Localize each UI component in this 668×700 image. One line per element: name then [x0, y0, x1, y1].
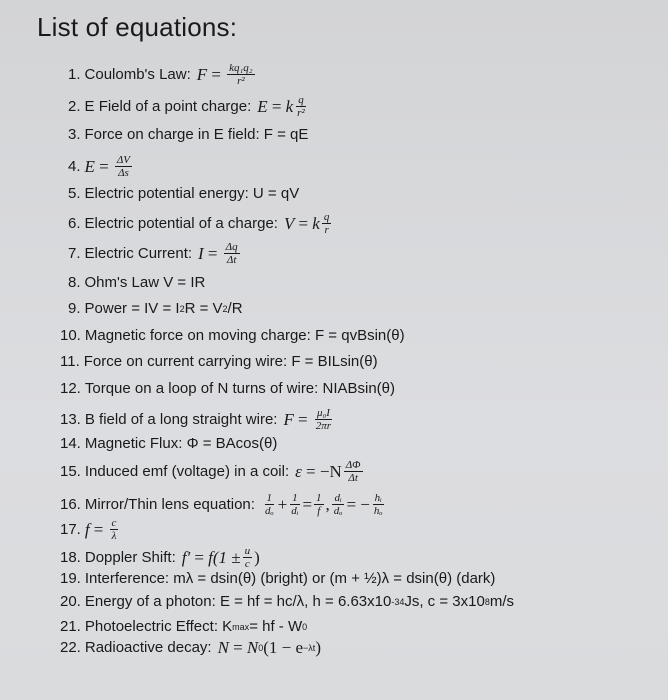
- equation-coulombs-law: 1. Coulomb's Law: F = $\frac{\text{kq₁q₂}}{\text{r²}}$: [68, 62, 253, 87]
- fraction: $\frac{q}{\text{r²}}$: [297, 94, 305, 119]
- page-title: List of equations:: [37, 12, 238, 42]
- fraction: $\frac{\Delta V}{\Delta s}$: [116, 154, 131, 179]
- equation-photon-energy: 20. Energy of a photon: E = hf = hc/λ, h = 6.63x10 -34 Js, c = 3x10 8 m/s: [60, 593, 514, 610]
- fraction: $\frac{\text{dᵢ}}{\text{dₒ}}$: [333, 492, 343, 517]
- equation-thin-lens: 16. Mirror/Thin lens equation: $\frac{1}{\text{dₒ}}$ + $\frac{1}{\text{dᵢ}}$ = $\frac{1}{f}$ , $\frac{\text{dᵢ}}{\text{dₒ}}$ = − $\frac{\text{hᵢ}}{\text{hₒ}}$: [60, 492, 383, 517]
- equation-induced-emf: 15. Induced emf (voltage) in a coil: ε = −N $\frac{\Delta\Phi}{\Delta t}$: [60, 459, 361, 484]
- fraction: $\frac{q}{r}$: [323, 211, 330, 236]
- equation-radioactive-decay: 22. Radioactive decay: N = N 0 (1 − e −λt ): [60, 638, 321, 657]
- equation-photoelectric: 21. Photoelectric Effect: K max = hf - W 0: [60, 618, 308, 635]
- equation-magnetic-force-charge: 10. Magnetic force on moving charge: F = qvBsin(θ): [60, 327, 405, 344]
- equation-e-field-point-charge: 2. E Field of a point charge: E = k $\frac{q}{\text{r²}}$: [68, 94, 305, 119]
- equation-potential-of-charge: 6. Electric potential of a charge: V = k $\frac{q}{r}$: [68, 211, 330, 236]
- fraction: $\frac{\text{μ₀I}}{2\pi r}$: [315, 407, 332, 432]
- fraction: $\frac{\text{hᵢ}}{\text{hₒ}}$: [373, 492, 383, 517]
- equation-e-from-potential: 4. E = $\frac{\Delta V}{\Delta s}$: [68, 154, 131, 179]
- equation-force-in-e-field: 3. Force on charge in E field: F = qE: [68, 126, 309, 143]
- equation-interference: 19. Interference: mλ = dsin(θ) (bright) or (m + ½)λ = dsin(θ) (dark): [60, 570, 496, 587]
- fraction: $\frac{1}{\text{dₒ}}$: [264, 492, 274, 517]
- equation-power: 9. Power = IV = I 2 R = V 2 /R: [68, 300, 243, 317]
- fraction: $\frac{\Delta\Phi}{\Delta t}$: [345, 459, 361, 484]
- fraction: $\frac{u}{c}$: [244, 545, 251, 570]
- equation-wave-frequency: 17. f = $\frac{c}{\lambda}$: [60, 517, 117, 542]
- equation-magnetic-flux: 14. Magnetic Flux: Φ = BAcos(θ): [60, 435, 278, 452]
- equation-torque-on-loop: 12. Torque on a loop of N turns of wire: NIABsin(θ): [60, 380, 396, 397]
- equation-b-field-wire: 13. B field of a long straight wire: F = $\frac{\text{μ₀I}}{2\pi r}$: [60, 407, 332, 432]
- fraction: $\frac{\text{kq₁q₂}}{\text{r²}}$: [229, 62, 253, 87]
- equation-potential-energy: 5. Electric potential energy: U = qV: [68, 185, 300, 202]
- equation-electric-current: 7. Electric Current: I = $\frac{\Delta q}{\Delta t}$: [68, 241, 238, 266]
- fraction: $\frac{c}{\lambda}$: [111, 517, 117, 542]
- fraction: $\frac{\Delta q}{\Delta t}$: [225, 241, 238, 266]
- fraction: $\frac{1}{\text{dᵢ}}$: [291, 492, 299, 517]
- equation-doppler-shift: 18. Doppler Shift: f′ = f(1 ± $\frac{u}{c}$ ): [60, 545, 260, 570]
- equation-force-on-wire: 11. Force on current carrying wire: F = BILsin(θ): [60, 353, 378, 370]
- fraction: $\frac{1}{f}$: [316, 492, 322, 517]
- equation-ohms-law: 8. Ohm's Law V = IR: [68, 274, 206, 291]
